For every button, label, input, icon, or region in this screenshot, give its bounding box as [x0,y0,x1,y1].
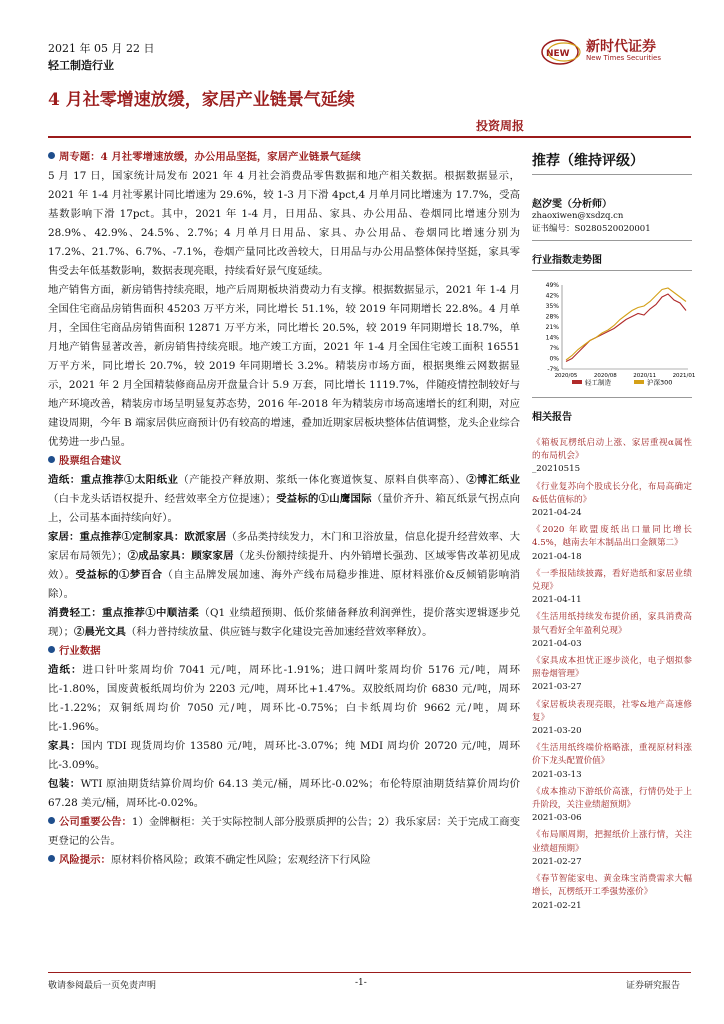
x-tick-label: 2020/08 [593,373,617,379]
y-tick-label: 49% [545,282,559,289]
related-report-date: 2021-04-11 [532,595,582,606]
related-report-title[interactable]: 《春节智能家电、黄金珠宝消费需求大幅增长，瓦楞纸开工季强势涨价》 [532,874,692,898]
y-tick-label: 35% [545,303,559,310]
portfolio-furniture: 家居：重点推荐①定制家具：欧派家居（多品类持续发力，木门和卫浴放量，信息化提升经营效率、大家居布局领先）；②成品家具：顾家家居（龙头份额持续提升、内外销增长强劲、区域零售改革初见成效）。受益标的①梦百合（自主品牌发展加速、海外产线布局稳步推进、原材料涨价&反倾销影响消除）。 [48,531,521,600]
logo-text-en: New Times Securities [586,54,661,62]
related-report-date: 2021-02-27 [532,856,582,867]
section-heading-weekly: 周专题：4 月社零增速放缓，办公用品坚挺，家居产业链景气延续 [48,148,520,167]
y-tick-label: 28% [545,313,559,321]
y-tick-label: 14% [545,334,559,342]
related-report-date: 2021-03-20 [532,726,582,737]
footer-divider [48,972,691,973]
sidebar-divider [532,174,692,175]
related-report-title[interactable]: 《2020 年欧盟废纸出口量同比增长 4.5%，越南去年木制品出口金额第二》 [532,525,692,549]
related-report-item[interactable] [532,481,692,521]
related-report-title[interactable]: 《家具成本担忧正逐步淡化，电子烟拟参照卷烟管理》 [532,656,692,680]
related-report-title[interactable]: 《行业复苏向个股成长分化，布局高确定&低估值标的》 [532,481,692,505]
analyst-cert: 证书编号：S0280520020001 [532,224,651,234]
bullet-icon [48,152,55,159]
company-logo [540,34,700,70]
x-tick-label: 2021/01 [672,373,696,379]
portfolio-consumer: 消费轻工：重点推荐①中顺洁柔（Q1 业绩超预期、低价浆储备释放利润弹性，提价落实逻辑逐步兑现）；②晨光文具（科力普持续放量、供应链与数字化建设完善加速经营效率释放）。 [48,607,521,638]
y-tick-label: 42% [545,292,559,300]
related-report-date: 2021-03-13 [532,769,582,780]
report-type: 投资周报 [476,119,525,133]
chart-title: 行业指数走势图 [532,255,602,266]
related-report-item[interactable] [532,742,692,782]
related-report-title[interactable]: 《成本推动下游纸价高涨，行情仍处于上升阶段，关注业绩超预期》 [532,786,692,811]
related-reports-list [532,437,692,913]
x-tick-label: 2020/11 [633,373,657,379]
sidebar-divider [532,270,692,271]
legend-label: 沪深300 [647,378,673,387]
svg-text:NEW: NEW [546,49,570,59]
related-report-item[interactable] [532,437,692,477]
related-report-item[interactable] [532,873,692,913]
index-chart [532,279,696,389]
x-tick-label: 2020/05 [554,373,578,379]
bullet-icon [48,855,55,862]
sidebar-divider [532,240,692,241]
related-report-date: 2021-04-24 [532,508,582,519]
analyst-email[interactable]: zhaoxiwen@xsdzq.cn [532,211,624,221]
main-content [48,148,520,870]
bullet-icon [48,646,55,653]
rating: 推荐（维持评级） [532,153,644,169]
related-report-title[interactable]: 《布局顺周期，把握纸价上涨行情，关注业绩超预期》 [532,830,692,854]
data-packaging: 包装：WTI 原油期货结算价周均价 64.13 美元/桶，周环比-0.02%；布伦特原油期货结算价周均价 67.28 美元/桶，周环比-0.02%。 [48,778,520,809]
sidebar [532,148,696,917]
y-tick-label: -7% [547,366,559,373]
related-report-item[interactable] [532,524,692,564]
related-report-date: _20210515 [532,464,581,475]
legend-label: 轻工制造 [585,378,611,387]
related-report-item[interactable] [532,699,692,739]
series-line [566,288,686,360]
related-report-date: 2021-04-18 [532,551,582,562]
y-tick-label: 7% [549,345,559,352]
legend-swatch [572,380,582,384]
analyst-name: 赵汐雯（分析师） [532,199,612,210]
section-heading-data: 行业数据 [48,642,520,661]
related-report-title[interactable]: 《一季报陆续披露，看好造纸和家居业绩兑现》 [532,568,692,593]
related-report-title[interactable]: 《生活用纸持续发布提价函，家具消费高景气看好全年盈利兑现》 [532,612,692,636]
report-date: 2021 年 05 月 22 日 [48,42,155,55]
footer-report-label: 证券研究报告 [626,981,681,991]
related-report-item[interactable] [532,611,692,651]
related-report-date: 2021-03-06 [532,813,582,824]
paragraph-property: 地产销售方面，新房销售持续亮眼，地产后周期板块消费动力有支撑。根据数据显示，2021 年 1-4 月全国住宅商品房销售面积 45203 万平方米，同比增长 51.1%，较 2019 年同期增长 22.8%。4 月单月，全国住宅商品房销售面积 12871 万平方米，同比增长 20.5%，较 2019 年同期增长 18.7%，单月地产销售显著改善，新房销售持续亮眼。地产竣工方面，2021 年 1-4 月全国住宅竣工面积 16551 万平方米，同比增长 20.7%，较 2019 年同期增长 3.2%。精装房市场方面，根据奥维云网数据显示，2021 年 2 月全国精装修商品房开盘量合计 5.9 万套，同比增长 1119.7%，伴随疫情控制较好与地产环境改善，精装房市场呈明显复苏态势，2016 年-2018 年为精装房市场高速增长的红利期，对应建设周期，今年 B 端家居供应商预计仍有较高的增速，叠加近期家居板块整体估值调整，龙头企业综合优势进一步凸显。 [48,284,520,448]
paragraph-retail: 5 月 17 日，国家统计局发布 2021 年 4 月社会消费品零售数据和地产相关数据。根据数据显示，2021 年 1-4 月社零累计同比增速为 29.6%，较 1-3 月下滑 4pct,4 月单月同比增速为 17.7%，受高基数影响下滑 17pct。其中，2021 年 1-4 月，日用品、家具、办公用品、卷烟同比增速分别为 28.9%、42.9%、24.5%、2.7%；4 月单月日用品、家具、办公用品、卷烟同比增速分别为 17.2%、21.7%、6.7%、-7.1%，卷烟产量同比改善较大，日用品与办公用品整体保持坚挺，家具零售受去年低基数影响，数据表现亮眼，持续看好景气度延续。 [48,170,520,277]
logo-text-cn: 新时代证券 [586,39,656,55]
data-furniture: 家具：国内 TDI 现货周均价 13580 元/吨，周环比-3.07%；纯 MDI 周均价 20720 元/吨，周环比-3.09%。 [48,740,521,771]
logo-emblem-icon [540,34,584,70]
related-report-item[interactable] [532,655,692,695]
data-paper: 造纸：进口针叶浆周均价 7041 元/吨，周环比-1.91%；进口阔叶浆周均价 5176 元/吨，周环比-1.80%，国废黄板纸周均价为 2203 元/吨，周环比+1.47%。双胶纸周均价 6830 元/吨，周环比-1.22%；双铜纸周均价 7050 元/吨，周环比-0.75%；白卡纸周均价 9662 元/吨，周环比-1.96%。 [48,664,520,733]
related-report-date: 2021-03-27 [532,682,582,693]
footer-disclaimer[interactable]: 敬请参阅最后一页免责声明 [48,981,157,991]
y-tick-label: 21% [545,324,559,331]
legend-swatch [634,380,644,384]
related-report-item[interactable] [532,568,692,608]
related-report-date: 2021-04-03 [532,638,582,649]
related-report-title[interactable]: 《生活用纸终端价格略涨，重视原材料涨价下龙头配置价值》 [532,743,692,767]
page-title: 4 月社零增速放缓，家居产业链景气延续 [48,90,355,110]
industry-label: 轻工制造行业 [48,59,114,72]
y-tick-label: 0% [549,355,559,363]
related-report-date: 2021-02-21 [532,900,582,911]
portfolio-paper: 造纸：重点推荐①太阳纸业（产能投产释放期、浆纸一体化赛道恢复、原料自供率高）、②博汇纸业（白卡龙头话语权提升、经营效率全方位提速）；受益标的①山鹰国际（量价齐升、箱瓦纸景气拐点向上，公司基本面持续向好）。 [48,474,521,524]
bullet-icon [48,817,55,824]
related-report-item[interactable] [532,786,692,826]
related-report-item[interactable] [532,829,692,869]
related-report-title[interactable]: 《家居板块表现亮眼，社零&地产高速修复》 [532,699,692,723]
bullet-icon [48,456,55,463]
related-reports-title: 相关报告 [532,412,572,423]
header-divider [48,136,691,138]
page-number: -1- [355,978,367,988]
section-risk: 风险提示：原材料价格风险；政策不确定性风险；宏观经济下行风险 [48,851,520,870]
section-announcements: 公司重要公告：1）金牌橱柜：关于实际控制人部分股票质押的公告；2）我乐家居：关于完成工商变更登记的公告。 [48,816,521,847]
sidebar-divider [532,397,692,398]
section-heading-portfolio: 股票组合建议 [48,452,520,471]
series-line [566,294,686,362]
related-report-title[interactable]: 《箱板瓦楞纸启动上涨、家居重视α属性的布局机会》 [532,438,692,462]
